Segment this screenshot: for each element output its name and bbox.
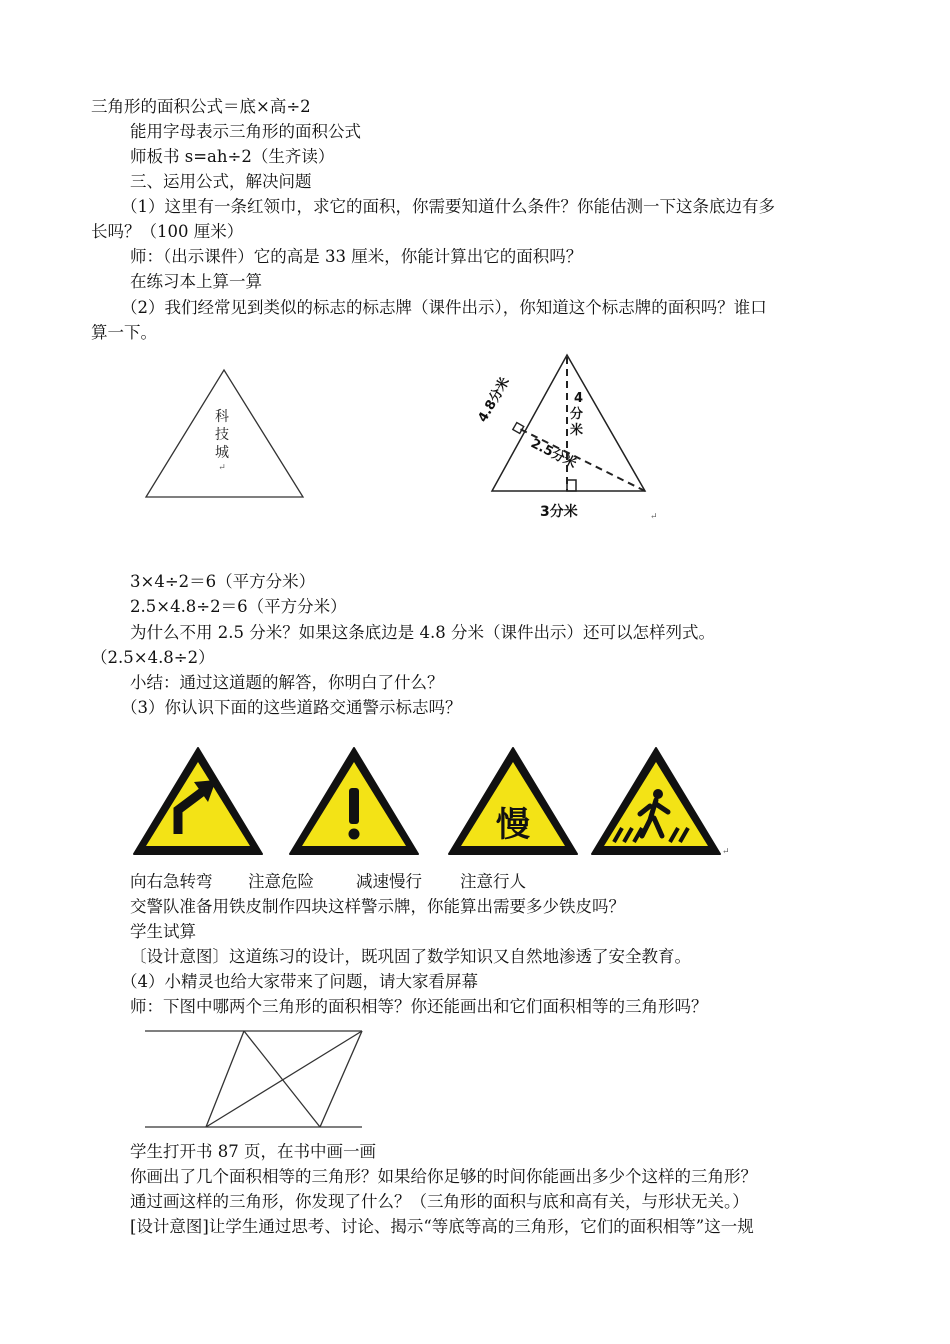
text-line: 能用字母表示三角形的面积公式	[130, 122, 361, 141]
height-label-char: 4	[574, 391, 584, 406]
return-mark: ↵	[650, 512, 658, 522]
return-mark: ↵	[722, 847, 730, 857]
slow-glyph: 慢	[496, 805, 530, 845]
text-line: 学生打开书 87 页，在书中画一画	[130, 1142, 376, 1161]
pedestrian-icon	[592, 745, 720, 857]
text-line: 为什么不用 2.5 分米？如果这条底边是 4.8 分米（课件出示）还可以怎样列式。	[130, 623, 715, 642]
exclamation-icon	[290, 748, 418, 854]
text-line: 长吗？（100 厘米）	[91, 222, 244, 241]
text-line: （2.5×4.8÷2）	[91, 648, 215, 667]
text-line: 算一下。	[91, 323, 157, 342]
sign-label: 减速慢行	[356, 872, 422, 891]
text-line: 在练习本上算一算	[130, 272, 262, 291]
height-label-char: 分	[570, 407, 584, 422]
text-line: （2）我们经常见到类似的标志的标志牌（课件出示），你知道这个标志牌的面积吗？谁口	[121, 298, 767, 317]
sign-text-char: 城	[215, 445, 229, 461]
text-line: 你画出了几个面积相等的三角形？如果给你足够的时间你能画出多少个这样的三角形？	[130, 1167, 757, 1186]
triangle-measure-figure	[470, 345, 670, 530]
sharp-right-turn-icon	[134, 748, 262, 854]
sign-text-char: 科	[215, 409, 229, 425]
design-intent-line: 〔设计意图〕这道练习的设计，既巩固了数学知识又自然地渗透了安全教育。	[130, 947, 691, 966]
side-length-label: 4.8分米	[475, 375, 513, 425]
text-line: 三角形的面积公式＝底×高÷2	[91, 97, 311, 116]
formula-line: 2.5×4.8÷2＝6（平方分米）	[130, 597, 347, 616]
triangle-sign-figure	[140, 360, 310, 505]
text-line: 学生试算	[130, 922, 196, 941]
traffic-signs-row	[130, 740, 730, 865]
inner-length-label: 2.5分米	[528, 436, 579, 472]
height-label-char: 米	[570, 423, 584, 438]
formula-line: 3×4÷2＝6（平方分米）	[130, 572, 316, 591]
sign-label: 注意危险	[248, 872, 314, 891]
sign-label: 向右急转弯	[130, 872, 213, 891]
return-mark: ↵	[218, 463, 226, 473]
text-line: （1）这里有一条红领巾，求它的面积，你需要知道什么条件？你能估测一下这条底边有多	[121, 197, 775, 216]
text-line: 师板书 s=ah÷2（生齐读）	[130, 147, 335, 166]
base-length-label: 3分米	[540, 504, 578, 520]
equal-area-triangles-figure	[140, 1025, 370, 1135]
text-line: 师：下图中哪两个三角形的面积相等？你还能画出和它们面积相等的三角形吗？	[130, 997, 708, 1016]
text-line: 交警队准备用铁皮制作四块这样警示牌，你能算出需要多少铁皮吗？	[130, 897, 625, 916]
text-line: 通过画这样的三角形，你发现了什么？（三角形的面积与底和高有关，与形状无关。）	[130, 1192, 749, 1211]
text-line: （3）你认识下面的这些道路交通警示标志吗？	[121, 698, 462, 717]
section-heading: 三、运用公式，解决问题	[130, 172, 312, 191]
text-line: 师：（出示课件）它的高是 33 厘米，你能计算出它的面积吗？	[130, 247, 583, 266]
slow-down-icon	[449, 748, 577, 854]
text-line: 小结：通过这道题的解答，你明白了什么？	[130, 673, 444, 692]
sign-label: 注意行人	[460, 872, 526, 891]
text-line: （4）小精灵也给大家带来了问题，请大家看屏幕	[121, 972, 478, 991]
sign-text-char: 技	[215, 427, 229, 443]
design-intent-line: [设计意图]让学生通过思考、讨论、揭示“等底等高的三角形，它们的面积相等”这一规	[130, 1217, 754, 1236]
